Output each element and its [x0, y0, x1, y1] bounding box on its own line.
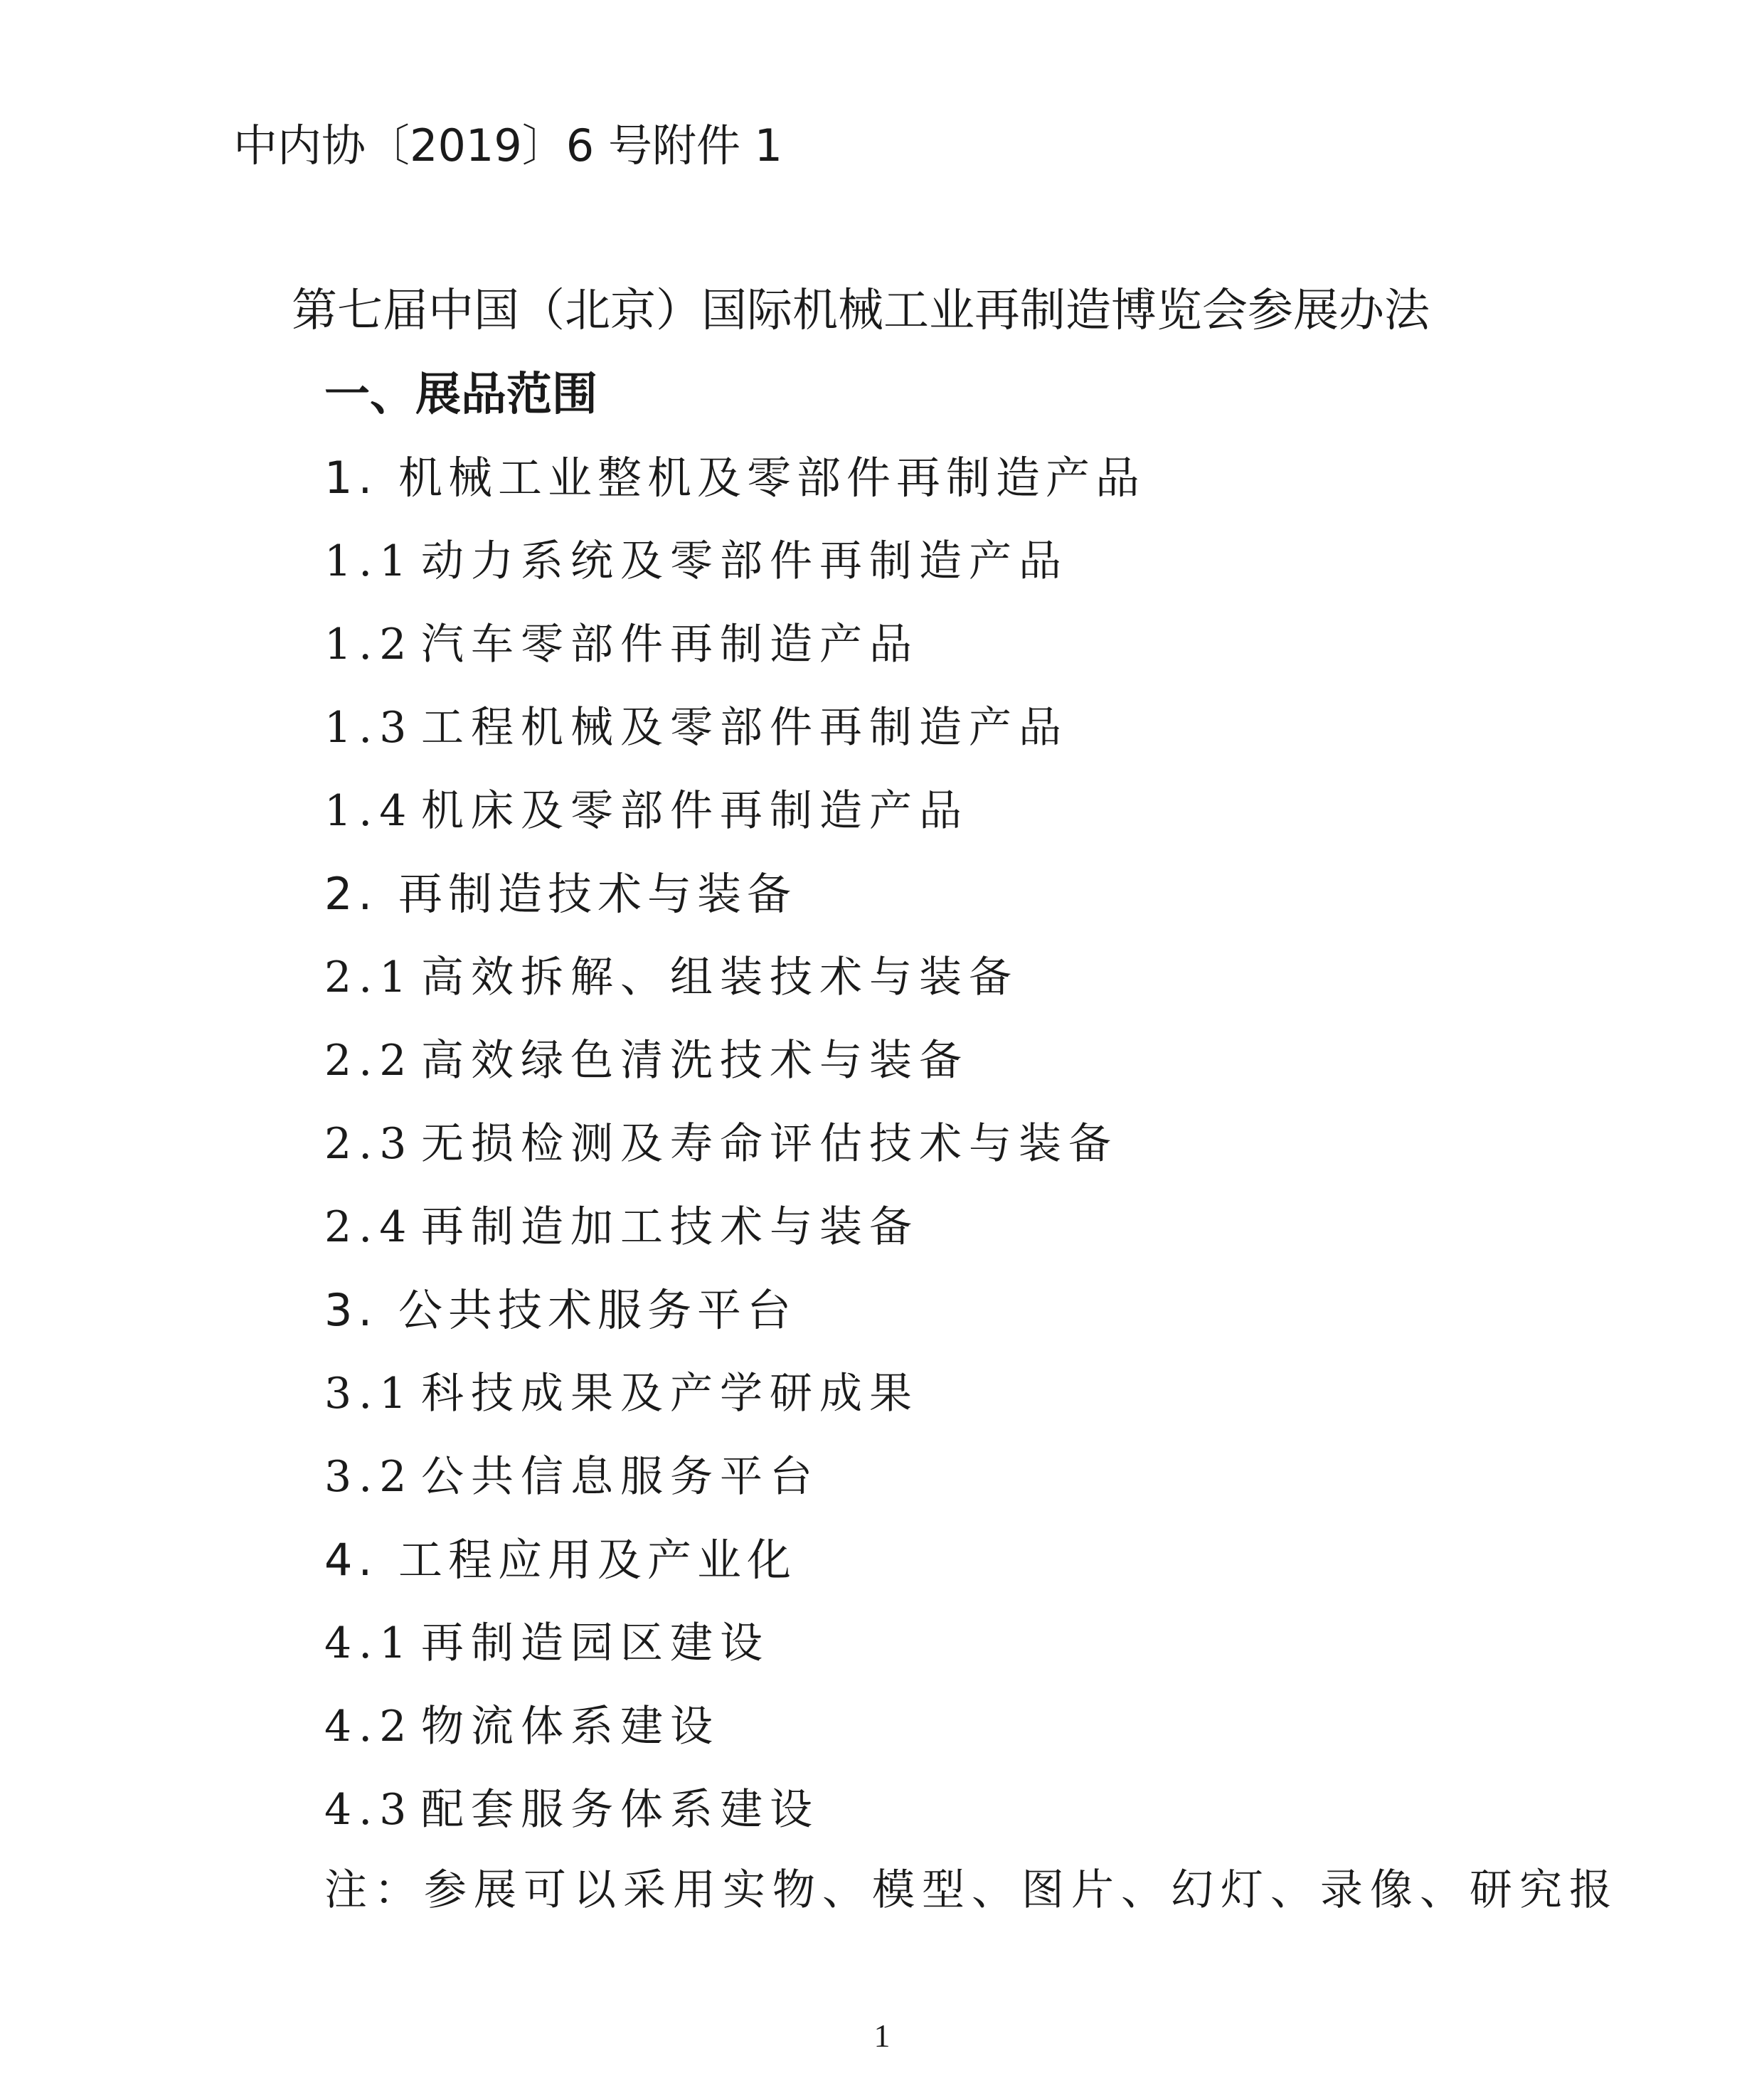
item-text: 高效拆解、组装技术与装备 — [421, 953, 1019, 1002]
item-text: 公共技术服务平台 — [398, 1284, 797, 1336]
subcategory-item — [324, 696, 1145, 779]
subcategory-item — [324, 1778, 1145, 1861]
item-text: 高效绿色清洗技术与装备 — [421, 1036, 969, 1086]
item-number: 4. — [324, 1534, 378, 1586]
subcategory-item — [324, 1029, 1145, 1112]
item-text: 配套服务体系建设 — [421, 1785, 819, 1835]
item-number: 1.1 — [324, 536, 414, 586]
document-title: 第七届中国（北京）国际机械工业再制造博览会参展办法 — [292, 285, 1430, 337]
subcategory-item — [324, 613, 1145, 696]
item-number: 2.2 — [324, 1036, 414, 1086]
item-text: 科技成果及产学研成果 — [421, 1369, 919, 1419]
item-number: 3. — [324, 1284, 378, 1336]
item-text: 无损检测及寿命评估技术与装备 — [421, 1119, 1118, 1169]
subcategory-item — [324, 945, 1145, 1029]
exhibit-scope-list — [324, 446, 1145, 1861]
item-text: 机械工业整机及零部件再制造产品 — [398, 452, 1146, 504]
category-item — [324, 862, 1145, 945]
item-text: 动力系统及零部件再制造产品 — [421, 536, 1068, 586]
document-number: 中内协〔2019〕6 号附件 1 — [233, 120, 783, 171]
subcategory-item — [324, 1112, 1145, 1195]
subcategory-item — [324, 1195, 1145, 1278]
item-number: 1.4 — [324, 786, 414, 836]
item-number: 2.3 — [324, 1119, 414, 1169]
item-text: 再制造加工技术与装备 — [421, 1202, 919, 1252]
item-text: 物流体系建设 — [421, 1702, 720, 1751]
item-number: 4.1 — [324, 1618, 414, 1668]
item-number: 2. — [324, 868, 378, 920]
subcategory-item — [324, 1611, 1145, 1695]
item-number: 1.2 — [324, 620, 414, 669]
item-text: 公共信息服务平台 — [421, 1452, 819, 1502]
subcategory-item — [324, 529, 1145, 613]
category-item — [324, 1528, 1145, 1611]
item-number: 1. — [324, 452, 378, 504]
subcategory-item — [324, 1695, 1145, 1778]
item-number: 3.2 — [324, 1452, 414, 1502]
item-number: 2.1 — [324, 953, 414, 1002]
category-item — [324, 446, 1145, 529]
item-text: 再制造园区建设 — [421, 1618, 770, 1668]
note-text: 注：参展可以采用实物、模型、图片、幻灯、录像、研究报 — [324, 1865, 1619, 1915]
item-number: 4.3 — [324, 1785, 414, 1835]
item-number: 2.4 — [324, 1202, 414, 1252]
item-text: 汽车零部件再制造产品 — [421, 620, 919, 669]
item-text: 机床及零部件再制造产品 — [421, 786, 969, 836]
subcategory-item — [324, 1445, 1145, 1528]
category-item — [324, 1278, 1145, 1362]
page-number: 1 — [873, 2018, 891, 2054]
item-number: 3.1 — [324, 1369, 414, 1419]
item-number: 1.3 — [324, 703, 414, 753]
item-text: 工程应用及产业化 — [398, 1534, 797, 1586]
subcategory-item — [324, 1362, 1145, 1445]
item-number: 4.2 — [324, 1702, 414, 1751]
item-text: 工程机械及零部件再制造产品 — [421, 703, 1068, 753]
item-text: 再制造技术与装备 — [398, 868, 797, 920]
section-heading: 一、展品范围 — [324, 369, 597, 421]
subcategory-item — [324, 779, 1145, 862]
